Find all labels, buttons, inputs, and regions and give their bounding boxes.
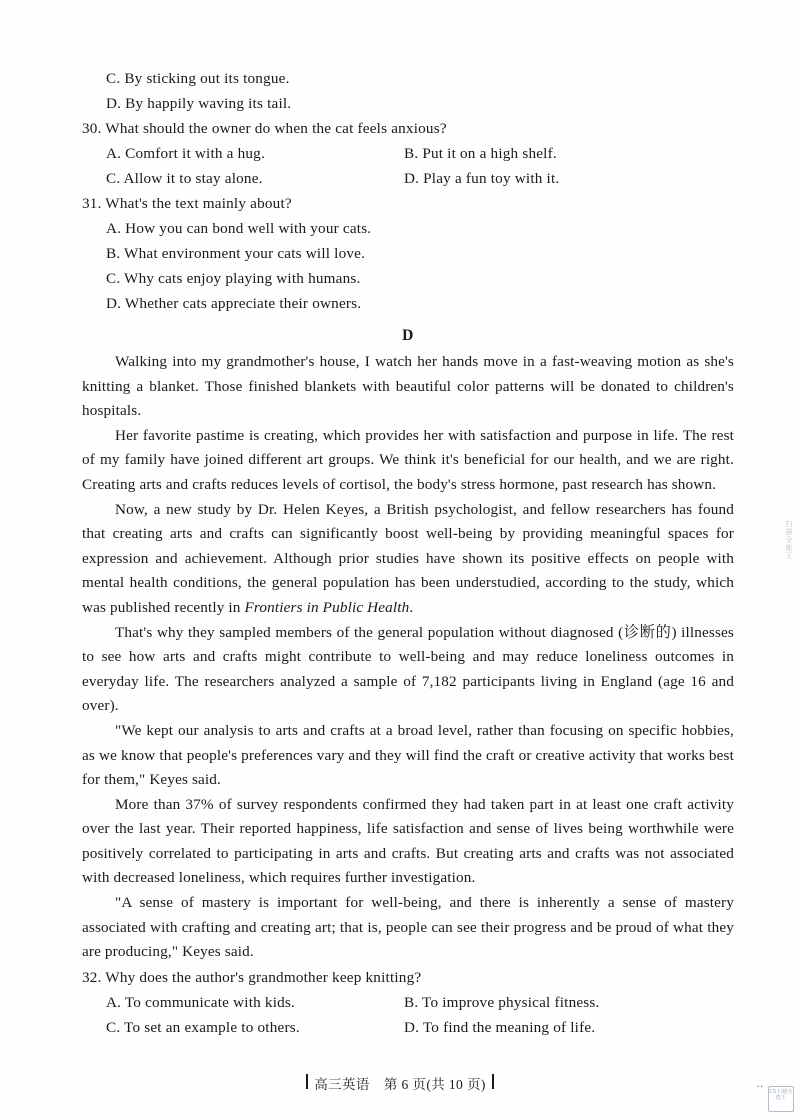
scanner-watermark-stamp: CS 扫描全能王: [768, 1086, 794, 1112]
passage-paragraph-7: "A sense of mastery is important for well-being, and there is inherently a sense of mastery associated with crafting and creating art; that is, people can see their progress and be proud of what they are producing," Keyes said.: [82, 894, 734, 961]
passage-paragraph-1: Walking into my grandmother's house, I watch her hands move in a fast-weaving motion as she's knitting a blanket. Those finished blankets with beautiful color patterns will be donated to children's hospitals.: [82, 353, 734, 420]
option-d-q29: D. By happily waving its tail.: [106, 95, 292, 112]
question-30-options-row-1: [82, 141, 734, 166]
option-c-q29: C. By sticking out its tongue.: [106, 70, 290, 87]
option-d-q30: D. Play a fun toy with it.: [404, 170, 560, 187]
passage-paragraph-3: [82, 498, 734, 621]
question-32-options-row-1: [82, 990, 734, 1015]
option-c-q32: C. To set an example to others.: [106, 1018, 300, 1036]
question-31-stem: 31. What's the text mainly about?: [82, 195, 292, 212]
option-d-q31: D. Whether cats appreciate their owners.: [106, 295, 362, 312]
journal-title-period: .: [409, 598, 414, 616]
corner-mark: ..: [756, 1078, 764, 1090]
option-b-q31: B. What environment your cats will love.: [106, 245, 366, 262]
question-32-stem: 32. Why does the author's grandmother keep knitting?: [82, 968, 422, 986]
option-d-q32: D. To find the meaning of life.: [404, 1018, 596, 1036]
page-content: [82, 66, 734, 1040]
footer-subject: 高三英语: [314, 1077, 370, 1092]
question-30-options-row-2: [82, 166, 734, 191]
option-a-q31: A. How you can bond well with your cats.: [106, 220, 372, 237]
side-watermark: 扫描全能王: [785, 520, 793, 560]
footer-page-label: 第 6 页(共 10 页): [383, 1077, 486, 1092]
option-a-q30: A. Comfort it with a hug.: [106, 145, 265, 162]
passage-paragraph-2: Her favorite pastime is creating, which provides her with satisfaction and purpose in life. The rest of my family have joined different art groups. We think it's beneficial for our health, and we are right. Creating arts and crafts reduces levels of cortisol, the body's stress hormone, past research has shown.: [82, 426, 734, 493]
option-b-q30: B. Put it on a high shelf.: [404, 145, 557, 162]
option-b-q32: B. To improve physical fitness.: [404, 993, 600, 1011]
passage-section-letter: D: [402, 327, 414, 344]
passage-paragraph-4: That's why they sampled members of the general population without diagnosed (诊断的) illnesses to see how arts and crafts might contribute to well-being and may reduce loneliness outcomes in everyday life. The researchers analyzed a sample of 7,182 participants living in England (age 16 and over).: [82, 623, 734, 715]
page-footer: [0, 1073, 800, 1093]
option-c-q30: C. Allow it to stay alone.: [106, 170, 263, 187]
passage-paragraph-5: "We kept our analysis to arts and crafts at a broad level, rather than focusing on specific hobbies, as we know that people's preferences vary and they will find the craft or creative activity that works best for them," Keyes said.: [82, 721, 734, 789]
journal-title: Frontiers in Public Health: [244, 598, 410, 616]
passage-paragraph-3-text: Now, a new study by Dr. Helen Keyes, a British psychologist, and fellow researchers has found that creating arts and crafts can significantly boost well-being by providing meaningful spaces for expression and achievement. Although prior studies have shown its positive effects on people with mental health conditions, the general population has been understudied, according to the study, which was published recently in: [82, 500, 734, 616]
option-a-q32: A. To communicate with kids.: [106, 993, 296, 1011]
question-32-options-row-2: [82, 1015, 734, 1040]
option-c-q31: C. Why cats enjoy playing with humans.: [106, 270, 361, 287]
question-30-stem: 30. What should the owner do when the cat feels anxious?: [82, 120, 447, 137]
footer-bar: [308, 1073, 492, 1093]
passage-paragraph-6: More than 37% of survey respondents confirmed they had taken part in at least one craft activity over the last year. Their reported happiness, life satisfaction and sense of lives being worthwhile were positively correlated to participating in arts and crafts. But creating arts and crafts was not associated with decreased loneliness, which requires further investigation.: [82, 795, 734, 887]
